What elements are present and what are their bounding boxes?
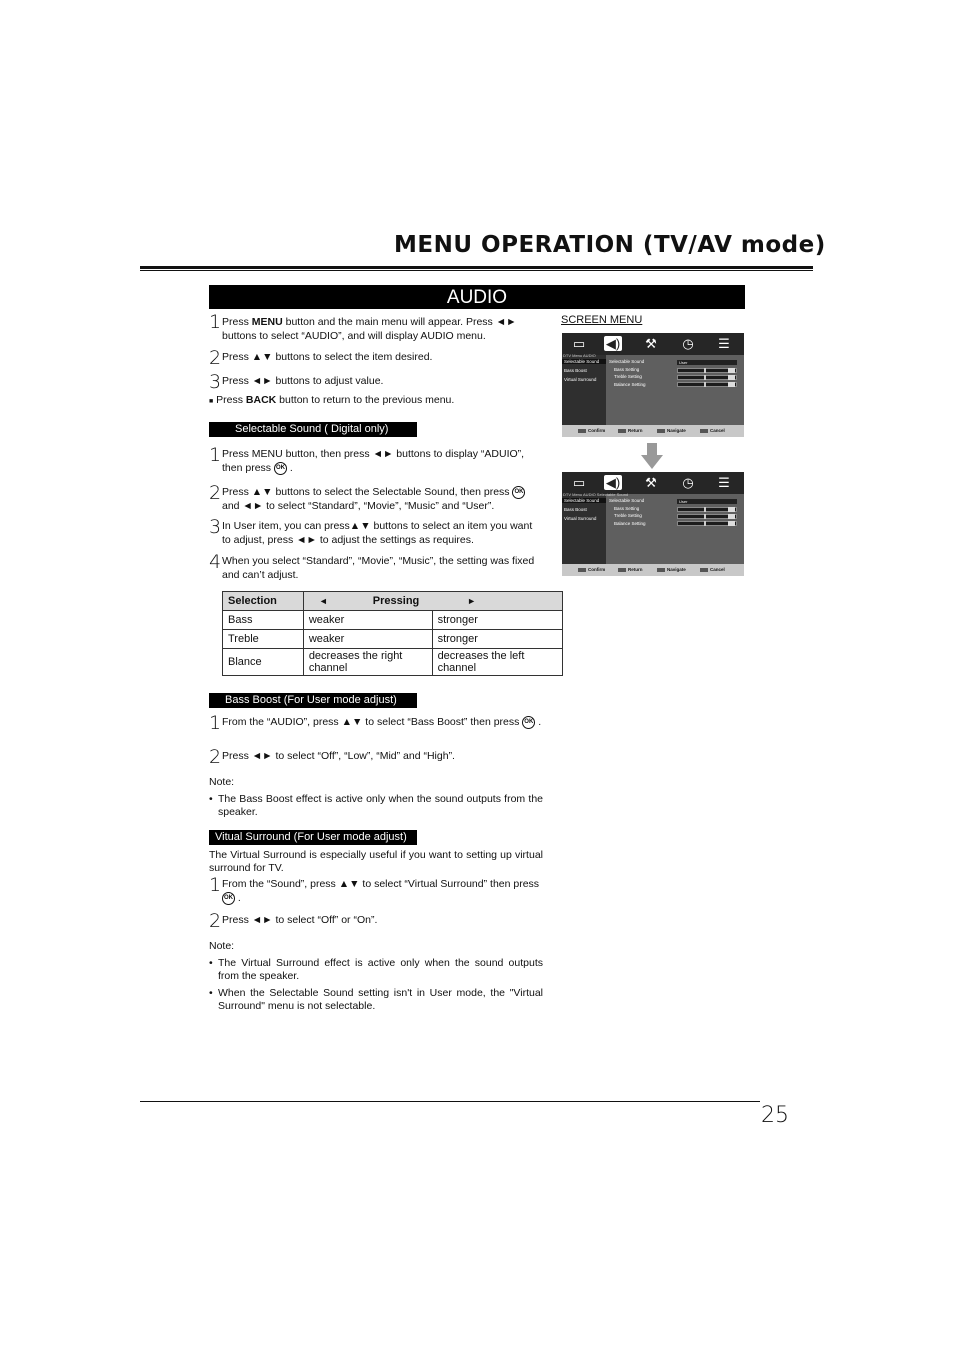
clock-icon: ◷	[682, 336, 694, 351]
ok-icon: OK	[522, 716, 535, 729]
intro-step-2: Press ▲▼ buttons to select the item desired.	[222, 351, 433, 363]
right-arrow-icon: ►	[467, 596, 476, 606]
tv-menu-item: Bass Boost	[564, 368, 587, 373]
tv-footer-navigate: Navigate	[667, 428, 686, 433]
note-item	[209, 957, 543, 983]
tv-option: Treble Setting	[614, 513, 642, 518]
list-icon: ☰	[718, 475, 730, 490]
note-text: When the Selectable Sound setting isn't in User mode, the "Virtual Surround" menu is not selectable.	[218, 987, 543, 1012]
table-cell: decreases the right channel	[303, 649, 432, 676]
selectable-step-4: When you select “Standard”, “Movie”, “Music”, the setting was fixed and can’t adjust.	[222, 555, 535, 581]
tv-option: Bass Setting	[614, 367, 640, 372]
virtual-surround-step-2: Press ◄► to select “Off” or “On”.	[222, 914, 378, 926]
bass-boost-title: Bass Boost (For User mode adjust)	[209, 693, 417, 708]
tv-slider	[677, 368, 737, 373]
table-header-selection: Selection	[223, 592, 304, 611]
virtual-surround-step-1	[222, 877, 547, 905]
step-text: Press ▲▼ buttons to select the Selectable Sound, then press	[222, 486, 510, 498]
tv-menu-screenshot-2	[562, 472, 744, 576]
left-arrow-icon: ◄	[318, 596, 328, 606]
virtual-surround-intro: The Virtual Surround is especially useful if you want to setting up virtual surround for TV.	[209, 849, 543, 874]
tv-menu-iconbar	[562, 333, 744, 355]
wrench-icon: ⚒	[645, 475, 657, 490]
tv-slider	[677, 382, 737, 387]
tv-menu-screenshot-1	[562, 333, 744, 437]
tv-option: Balance Setting	[614, 521, 646, 526]
table-cell: Bass	[223, 611, 304, 630]
audio-icon: ◀)	[605, 336, 621, 351]
tv-menu-body	[562, 494, 744, 564]
step-number: 2	[209, 910, 222, 932]
table-cell: stronger	[432, 611, 562, 630]
tv-footer-confirm: Confirm	[588, 428, 606, 433]
table-cell: stronger	[432, 630, 562, 649]
ok-icon: OK	[274, 462, 287, 475]
table-row	[223, 649, 563, 676]
section-title: AUDIO	[209, 285, 745, 309]
tv-menu-left-panel	[562, 355, 606, 425]
tv-menu-footer	[562, 425, 744, 437]
tv-breadcrumb: DTV Menu AUDIO Selectable Sound	[563, 492, 629, 497]
tv-icon: ▭	[572, 336, 586, 351]
tv-option: Treble Setting	[614, 374, 642, 379]
bass-boost-step-2: Press ◄► to select “Off”, “Low”, “Mid” and “High”.	[222, 750, 455, 762]
square-bullet-icon: ■	[209, 398, 214, 405]
header-rule	[140, 266, 813, 269]
selection-table	[222, 591, 563, 676]
note-text: The Bass Boost effect is active only when the sound outputs from the speaker.	[218, 793, 543, 818]
table-cell: weaker	[303, 630, 432, 649]
back-keyword: BACK	[245, 394, 277, 406]
tv-menu-iconbar	[562, 472, 744, 494]
table-cell: Blance	[223, 649, 304, 676]
step-text-post: button and the main menu will appear. Press ◄► buttons to select “AUDIO”, and will display AUDIO menu.	[222, 316, 517, 342]
tv-menu-item: Virtual Surround	[564, 377, 597, 382]
clock-icon: ◷	[682, 475, 694, 490]
step-text-end: .	[237, 892, 241, 904]
selectable-sound-title: Selectable Sound ( Digital only)	[209, 422, 417, 437]
tv-footer-confirm: Confirm	[588, 567, 606, 572]
table-cell: decreases the left channel	[432, 649, 562, 676]
tv-option-title: Selectable Sound	[609, 359, 645, 364]
step-number: 1	[209, 874, 222, 896]
tv-footer-cancel: Cancel	[710, 428, 725, 433]
tv-menu-item: Virtual Surround	[564, 516, 597, 521]
tv-menu-body	[562, 355, 744, 425]
step-number: 3	[209, 516, 222, 538]
step-number: 4	[209, 551, 222, 573]
step-text-pre: Press	[222, 316, 252, 328]
step-number: 2	[209, 746, 222, 768]
note-text: The Virtual Surround effect is active only when the sound outputs from the speaker.	[218, 957, 543, 982]
back-note-post: button to return to the previous menu.	[276, 394, 455, 406]
tv-menu-item: Selectable Sound	[562, 359, 606, 364]
back-note	[209, 393, 454, 409]
tv-slider	[677, 514, 737, 519]
tv-footer-navigate: Navigate	[667, 567, 686, 572]
step-number: 1	[209, 311, 222, 333]
header-rule-thin	[140, 270, 813, 271]
step-text-end: .	[538, 716, 542, 728]
selectable-step-2	[222, 485, 537, 513]
note-item	[209, 987, 543, 1013]
table-row	[223, 630, 563, 649]
intro-step-1	[222, 315, 522, 343]
page-number: 25	[761, 1103, 789, 1128]
bullet: •	[209, 793, 213, 805]
audio-icon: ◀)	[605, 475, 621, 490]
tv-menu-footer	[562, 564, 744, 576]
step-number: 3	[209, 371, 222, 393]
screen-menu-label: SCREEN MENU	[561, 314, 643, 326]
bass-boost-step-1	[222, 715, 547, 729]
tv-footer-return: Return	[628, 428, 643, 433]
table-row	[223, 611, 563, 630]
table-header-right	[432, 592, 562, 611]
down-arrow-icon	[641, 443, 663, 469]
step-number: 2	[209, 482, 222, 504]
step-text: Press MENU button, then press ◄► buttons to display “ADUIO”, then press	[222, 448, 525, 474]
step-text-end: and ◄► to select “Standard”, “Movie”, “Music” and “User”.	[222, 500, 495, 512]
selectable-step-3: In User item, you can press▲▼ buttons to select an item you want to adjust, press ◄► to adjust the settings as requires.	[222, 520, 533, 546]
step-number: 2	[209, 347, 222, 369]
step-number: 1	[209, 712, 222, 734]
table-header-pressing	[303, 592, 432, 611]
step-number: 1	[209, 444, 222, 466]
table-cell: Treble	[223, 630, 304, 649]
table-header	[223, 592, 563, 611]
virtual-surround-title: Vitual Surround (For User mode adjust)	[209, 830, 417, 845]
tv-footer-return: Return	[628, 567, 643, 572]
tv-menu-item: Bass Boost	[564, 507, 587, 512]
tv-breadcrumb: DTV Menu AUDIO	[563, 353, 596, 358]
tv-slider	[677, 375, 737, 380]
selectable-step-1	[222, 447, 537, 475]
tv-value: User	[677, 360, 737, 365]
tv-option: Bass Setting	[614, 506, 640, 511]
tv-value: User	[677, 499, 737, 504]
step-text: From the “Sound”, press ▲▼ to select “Virtual Surround” then press	[222, 878, 540, 890]
page-title: MENU OPERATION (TV/AV mode)	[394, 232, 826, 258]
tv-option-title: Selectable Sound	[609, 498, 645, 503]
pressing-label: Pressing	[372, 595, 420, 607]
back-note-pre: Press	[216, 394, 246, 406]
table-cell: weaker	[303, 611, 432, 630]
tv-slider	[677, 507, 737, 512]
step-text-end: .	[289, 462, 293, 474]
note-label: Note:	[209, 940, 235, 952]
list-icon: ☰	[718, 336, 730, 351]
intro-step-3: Press ◄► buttons to adjust value.	[222, 375, 384, 387]
bullet: •	[209, 957, 213, 969]
note-label: Note:	[209, 776, 235, 788]
ok-icon: OK	[512, 486, 525, 499]
tv-menu-item: Selectable Sound	[562, 498, 606, 503]
tv-option: Balance Setting	[614, 382, 646, 387]
step-text: From the “AUDIO”, press ▲▼ to select “Bass Boost” then press	[222, 716, 520, 728]
bullet: •	[209, 987, 213, 999]
footer-rule	[140, 1101, 760, 1102]
ok-icon: OK	[222, 892, 235, 905]
tv-icon: ▭	[572, 475, 586, 490]
menu-keyword: MENU	[251, 316, 283, 328]
note-item	[209, 793, 543, 819]
tv-slider	[677, 521, 737, 526]
wrench-icon: ⚒	[645, 336, 657, 351]
tv-footer-cancel: Cancel	[710, 567, 725, 572]
